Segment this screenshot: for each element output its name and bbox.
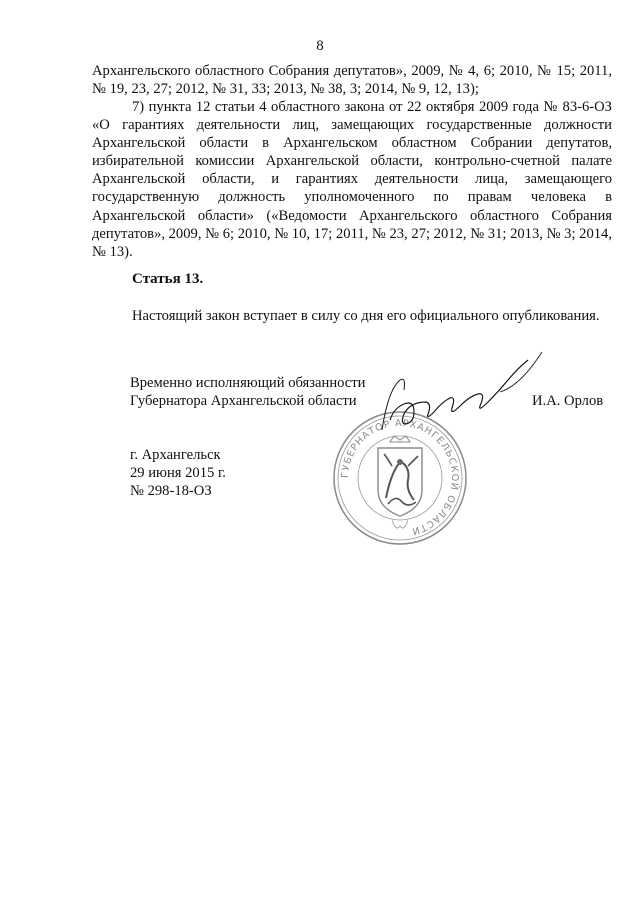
page-number: 8 — [316, 38, 324, 54]
place-date-block — [130, 446, 226, 500]
item-7-paragraph — [92, 98, 612, 261]
article-13-paragraph — [92, 307, 612, 325]
signatory-name: И.А. Орлов — [532, 393, 604, 409]
signatory-title-line-2: Губернатора Архангельской области — [130, 393, 357, 410]
city: г. Архангельск — [130, 447, 221, 463]
law-number: № 298-18-ОЗ — [130, 483, 212, 500]
article-13-heading: Статья 13. — [132, 271, 204, 287]
article-13-text: Настоящий закон вступает в силу со дня его официального опубликования. — [132, 308, 600, 324]
item-7-text: 7) пункта 12 статьи 4 областного закона от 22 октября 2009 года № 83-6-ОЗ «О гарантиях деятельности лиц, замещающих государственные должности Архангельской области в Архангельском областном Собрании депутатов, избирательной комиссии Архангельской области, контрольно-счетной палате Архангельской области, и гарантиях деятельности лица, замещающего государственную должность уполномоченного по правам человека в Архангельской области» («Ведомости Архангельского областного Собрания депутатов», 2009, № 6; 2010, № 10, 17; 2011, № 23, 27; 2012, № 31; 2013, № 3; 2014, № 13). — [92, 99, 612, 260]
handwritten-signature — [370, 350, 555, 435]
signatory-position — [130, 374, 365, 410]
continuation-text: Архангельского областного Собрания депутатов», 2009, № 4, 6; 2010, № 15; 2011, № 19, 23, 27; 2012, № 31, 33; 2013, № 38, 3; 2014, № 9, 12, 13); — [92, 63, 612, 98]
seal-lettering: ГУБЕРНАТОР АРХАНГЕЛЬСКОЙ ОБЛАСТИ — [339, 417, 461, 537]
signatory-title-line-1: Временно исполняющий обязанности — [130, 375, 366, 391]
continuation-paragraph — [92, 62, 612, 98]
date: 29 июня 2015 г. — [130, 465, 226, 482]
